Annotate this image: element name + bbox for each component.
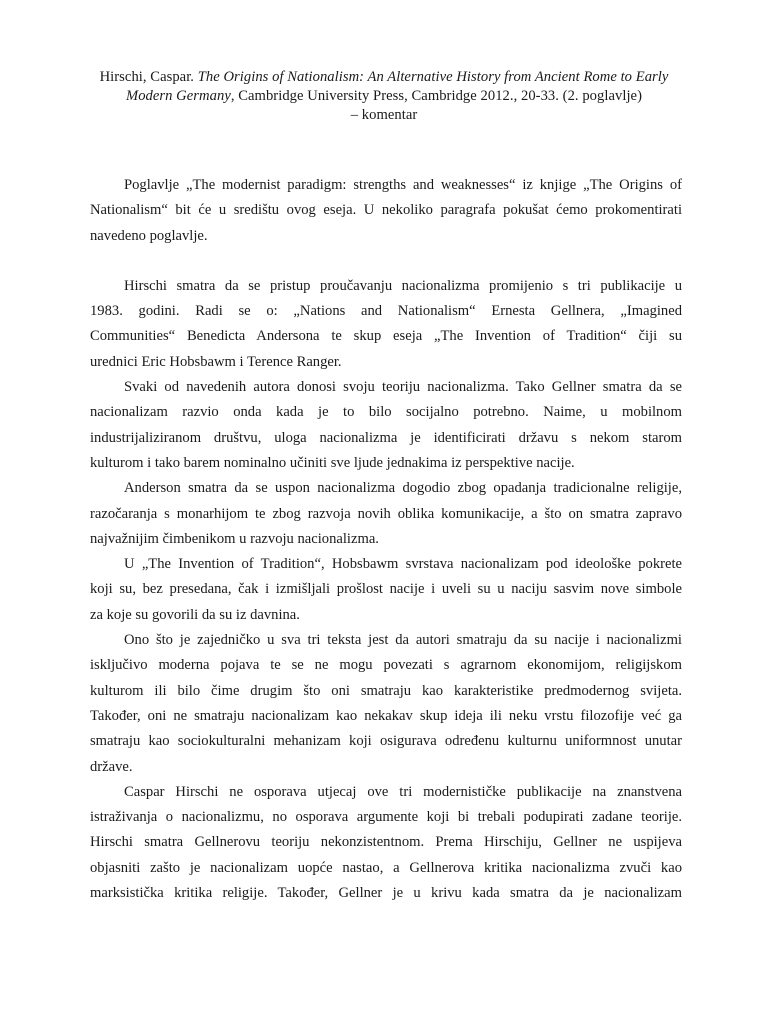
text-line: Caspar Hirschi ne osporava utjecaj ove tri modernističke publikacije na znanstvena	[124, 783, 682, 800]
bibliographic-header	[80, 68, 688, 125]
text-line: urednici Eric Hobsbawm i Terence Ranger.	[90, 353, 342, 370]
paragraph-hirschi	[90, 780, 682, 906]
text-line: Hirschi smatra Gellnerovu teoriju nekonzistentnom. Prema Hirschiju, Gellner ne uspijeva	[90, 834, 682, 851]
header-author: Hirschi, Caspar.	[99, 69, 195, 85]
paragraph-anderson	[90, 476, 682, 552]
text-line: Svaki od navedenih autora donosi svoju teoriju nacionalizma. Tako Gellner smatra da se	[124, 379, 682, 396]
text-line: marksistička kritika religije. Također, Gellner je u krivu kada smatra da je nacionalizam	[90, 885, 682, 902]
paragraph-intro	[90, 173, 682, 249]
text-line: U „The Invention of Tradition“, Hobsbawm svrstava nacionalizam pod ideološke pokrete	[124, 556, 682, 573]
header-suffix: – komentar	[350, 107, 418, 123]
text-line: razočaranja s monarhijom te zbog razvoja novih oblika komunikacije, a što on smatra zapravo	[90, 505, 682, 522]
text-line: kulturom ili bilo čime drugim što oni smatraju kao karakteristike predmodernog svijeta.	[90, 682, 682, 699]
text-line: za koje su govorili da su iz davnina.	[90, 606, 300, 623]
text-line: industrijaliziranom društvu, uloga nacionalizma je identificirati državu s nekom starom	[90, 429, 682, 446]
text-line: nacionalizam razvio onda kada je to bilo socijalno potrebno. Naime, u mobilnom	[90, 404, 682, 421]
text-line: Hirschi smatra da se pristup proučavanju nacionalizma promijenio s tri publikacije u	[124, 277, 682, 294]
text-line: države.	[90, 758, 133, 775]
text-line: koji su, bez presedana, čak i izmišljali prošlost nacije i uveli su u naciju sasvim nove simbole	[90, 581, 682, 598]
paragraph-hobsbawm	[90, 552, 682, 628]
paragraph-gellner	[90, 375, 682, 476]
text-line: objasniti zašto je nacionalizam uopće nastao, a Gellnerova kritika nacionalizma zvuči kao	[90, 859, 682, 876]
text-line: Communities“ Benedicta Andersona te skup eseja „The Invention of Tradition“ čiji su	[90, 328, 682, 345]
text-line: smatraju kao sociokulturalni mehanizam koji osigurava određenu kulturnu uniformnost unutar	[90, 733, 682, 750]
paragraph-publications	[90, 274, 682, 375]
text-line: Poglavlje „The modernist paradigm: strengths and weaknesses“ iz knjige „The Origins of	[124, 177, 682, 193]
essay-body	[90, 173, 682, 906]
header-book-title: The Origins of Nationalism: An Alternative History from Ancient Rome to Early Modern Germany	[125, 69, 669, 104]
header-publication: , Cambridge University Press, Cambridge 2012., 20-33. (2. poglavlje)	[230, 88, 642, 104]
text-line: najvažnijim čimbenikom u razvoju nacionalizma.	[90, 530, 379, 547]
text-line: Ono što je zajedničko u sva tri teksta jest da autori smatraju da su nacije i nacionalizmi	[124, 632, 682, 649]
text-line: Nationalism“ bit će u središtu ovog eseja. U nekoliko paragrafa pokušat ćemo prokomentirati	[90, 202, 682, 219]
text-line: Također, oni ne smatraju nacionalizam kao nekakav skup ideja ili neku vrstu filozofije već ga	[90, 707, 682, 724]
paragraph-common	[90, 628, 682, 780]
text-line: isključivo moderna pojava te se ne mogu povezati s agrarnom ekonomijom, religijskom	[90, 657, 682, 674]
text-line: Anderson smatra da se uspon nacionalizma dogodio zbog opadanja tradicionalne religije,	[124, 480, 682, 497]
text-line: 1983. godini. Radi se o: „Nations and Nationalism“ Ernesta Gellnera, „Imagined	[90, 303, 682, 320]
text-line: kulturom i tako barem nominalno učiniti sve ljude jednakima iz perspektive nacije.	[90, 454, 575, 471]
paragraph-gap	[90, 249, 682, 274]
text-line: istraživanja o nacionalizmu, no osporava argumente koji bi trebali podupirati zadane teorije.	[90, 809, 682, 826]
text-line: navedeno poglavlje.	[90, 227, 208, 244]
